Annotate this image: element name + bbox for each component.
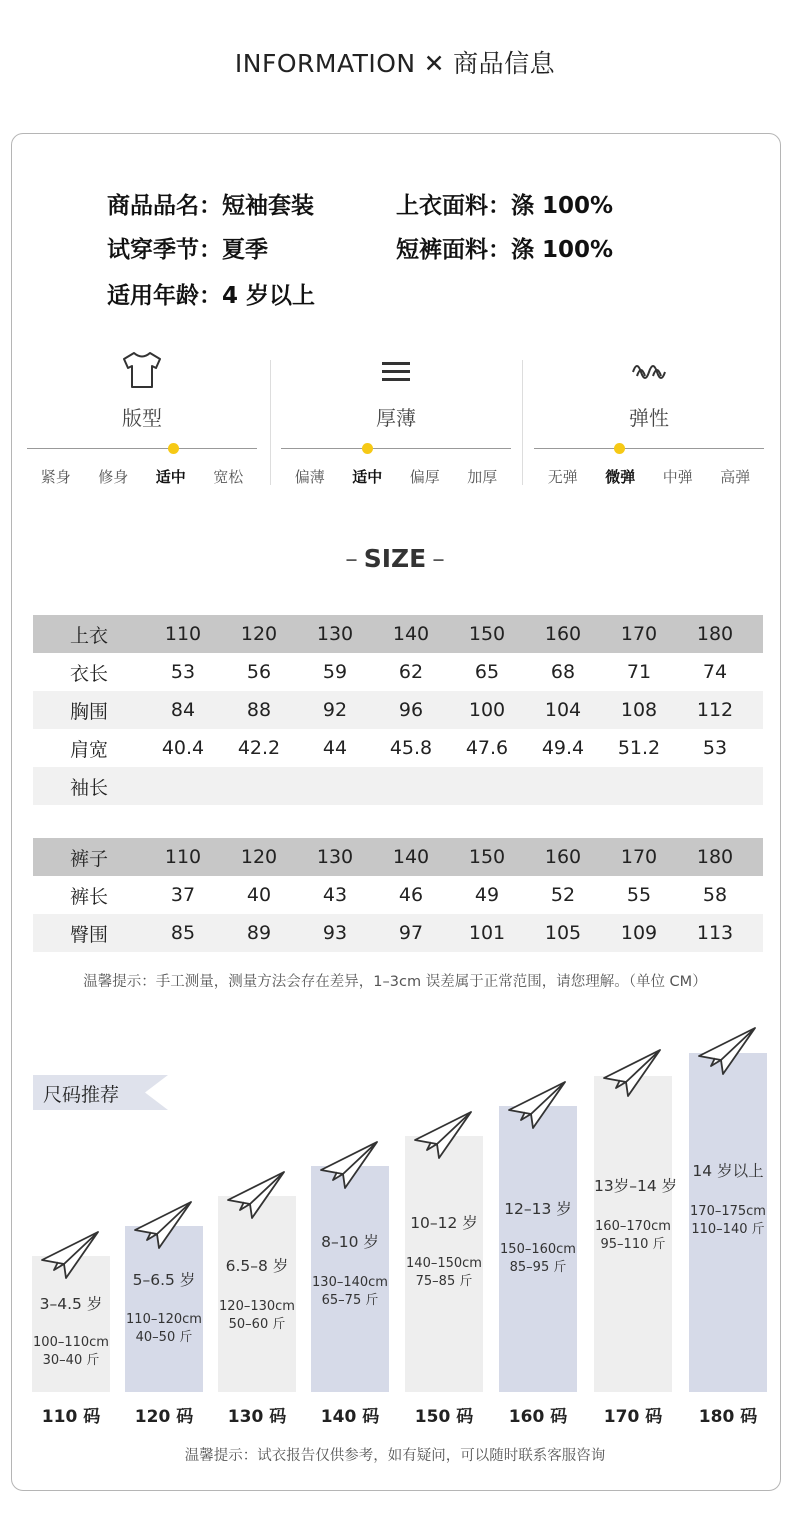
- size-bar-170: [594, 1076, 678, 1392]
- bar-weight: 110–140 斤: [691, 1222, 765, 1237]
- attr-fit-scale: [27, 448, 257, 449]
- table-cell: 肩宽: [69, 738, 108, 761]
- paper-plane-icon: [40, 1230, 102, 1280]
- info-season-value: 夏季: [222, 237, 268, 263]
- table-cell: 120: [240, 846, 278, 868]
- table-cell: 55: [626, 884, 652, 906]
- table-cell: 裤子: [69, 847, 108, 870]
- table-cell: 104: [544, 699, 582, 721]
- table-cell: 109: [620, 922, 658, 944]
- info-age-row: [107, 277, 315, 313]
- attr-thickness-label: 厚薄: [376, 406, 416, 430]
- table-cell: 42.2: [237, 737, 281, 759]
- elasticity-option: 中弹: [662, 468, 693, 486]
- tshirt-icon: [27, 350, 257, 394]
- table-cell: 97: [398, 922, 424, 944]
- fit-option: 紧身: [40, 468, 71, 486]
- table-cell: 65: [474, 661, 500, 683]
- table-cell: 47.6: [465, 737, 509, 759]
- fitting-note: 温馨提示：试衣报告仅供参考，如有疑问，可以随时联系客服咨询: [184, 1448, 606, 1464]
- table-cell: 101: [468, 922, 506, 944]
- attr-divider: [270, 360, 271, 485]
- paper-plane-icon: [226, 1170, 288, 1220]
- attr-elasticity-options: [534, 466, 764, 487]
- table-cell: 74: [702, 661, 728, 683]
- table-cell: 臀围: [69, 923, 108, 946]
- paper-plane-icon: [697, 1026, 759, 1076]
- bar-weight: 65–75 斤: [321, 1293, 379, 1308]
- info-shorts-fabric-label: 短裤面料：: [396, 237, 511, 263]
- size-bar-130: [218, 1196, 296, 1392]
- paper-plane-icon: [602, 1048, 664, 1098]
- table-cell: 170: [620, 846, 658, 868]
- table-cell: 113: [696, 922, 734, 944]
- table-cell: 43: [322, 884, 348, 906]
- thickness-option: 偏薄: [294, 468, 325, 486]
- attr-fit-options: [27, 466, 257, 487]
- table-cell: 160: [544, 623, 582, 645]
- top-table-header: [33, 615, 763, 653]
- table-cell: 89: [246, 922, 272, 944]
- top-size-table: [33, 615, 763, 805]
- attr-elasticity: [534, 350, 764, 490]
- table-cell: 53: [702, 737, 728, 759]
- table-cell: 胸围: [69, 700, 108, 723]
- info-shorts-fabric-value: 涤 100%: [511, 237, 614, 263]
- size-title-dash: –: [432, 544, 445, 573]
- size-bar-160: [499, 1106, 577, 1392]
- header-title-cn: 商品信息: [453, 49, 556, 78]
- size-bar-140: [311, 1166, 389, 1392]
- size-code: 170 码: [603, 1407, 663, 1427]
- table-cell: 40.4: [161, 737, 205, 759]
- thickness-lines-icon: [281, 350, 511, 394]
- bar-age: 12–13 岁: [504, 1200, 572, 1218]
- bar-weight: 75–85 斤: [415, 1274, 473, 1289]
- info-name-value: 短袖套装: [222, 193, 314, 219]
- bar-age: 8–10 岁: [321, 1233, 379, 1251]
- attr-elasticity-scale: [534, 448, 764, 449]
- table-cell: 96: [398, 699, 424, 721]
- elasticity-option: 无弹: [547, 468, 578, 486]
- attr-divider: [522, 360, 523, 485]
- table-cell: 59: [322, 661, 348, 683]
- table-cell: 71: [626, 661, 652, 683]
- size-recommend-label: 尺码推荐: [43, 1084, 120, 1106]
- table-cell: 120: [240, 623, 278, 645]
- table-cell: 裤长: [69, 885, 108, 908]
- info-name-row: [107, 187, 314, 223]
- table-cell: 105: [544, 922, 582, 944]
- table-cell: 160: [544, 846, 582, 868]
- bar-height: 170–175cm: [690, 1204, 766, 1219]
- bar-age: 10–12 岁: [410, 1214, 478, 1232]
- size-code: 150 码: [414, 1407, 474, 1427]
- paper-plane-icon: [507, 1080, 569, 1130]
- bar-height: 100–110cm: [33, 1335, 109, 1350]
- table-cell: 58: [702, 884, 728, 906]
- thickness-option: 偏厚: [409, 468, 440, 486]
- bar-weight: 30–40 斤: [42, 1353, 100, 1368]
- table-row: [33, 767, 763, 805]
- bar-height: 140–150cm: [406, 1256, 482, 1271]
- table-cell: 88: [246, 699, 272, 721]
- elastic-wave-icon: [534, 350, 764, 394]
- size-bar-120: [125, 1226, 203, 1392]
- info-top-fabric-value: 涤 100%: [511, 193, 614, 219]
- attr-thickness-indicator: [362, 443, 373, 454]
- attr-fit-indicator: [168, 443, 179, 454]
- size-bar-180: [689, 1053, 767, 1392]
- bar-weight: 95–110 斤: [600, 1237, 666, 1252]
- bar-age: 14 岁以上: [692, 1162, 764, 1180]
- table-cell: 56: [246, 661, 272, 683]
- attr-thickness-options: [281, 466, 511, 487]
- pants-size-table: [33, 838, 763, 952]
- table-cell: 85: [170, 922, 196, 944]
- table-row: [33, 914, 763, 952]
- table-cell: 110: [164, 846, 202, 868]
- attr-thickness-scale: [281, 448, 511, 449]
- attr-fit-label: 版型: [122, 406, 162, 430]
- size-code: 180 码: [698, 1407, 758, 1427]
- paper-plane-icon: [413, 1110, 475, 1160]
- table-cell: 上衣: [69, 624, 108, 647]
- table-cell: 45.8: [389, 737, 433, 759]
- elasticity-option-selected: 微弹: [605, 468, 636, 486]
- table-cell: 100: [468, 699, 506, 721]
- size-recommend-tag: [33, 1075, 168, 1110]
- header-separator: ✕: [423, 49, 446, 78]
- table-cell: 130: [316, 846, 354, 868]
- table-row: [33, 876, 763, 914]
- table-row: [33, 691, 763, 729]
- bar-height: 130–140cm: [312, 1275, 388, 1290]
- table-cell: 92: [322, 699, 348, 721]
- table-row: [33, 729, 763, 767]
- thickness-option: 加厚: [467, 468, 498, 486]
- table-cell: 52: [550, 884, 576, 906]
- table-cell: 140: [392, 846, 430, 868]
- elasticity-option: 高弹: [720, 468, 751, 486]
- table-cell: 37: [170, 884, 196, 906]
- table-cell: 150: [468, 846, 506, 868]
- pants-table-header: [33, 838, 763, 876]
- bar-weight: 85–95 斤: [509, 1260, 567, 1275]
- fit-option: 修身: [98, 468, 129, 486]
- table-cell: 44: [322, 737, 348, 759]
- paper-plane-icon: [133, 1200, 195, 1250]
- size-code: 120 码: [134, 1407, 194, 1427]
- thickness-option-selected: 适中: [352, 468, 383, 486]
- size-code: 110 码: [41, 1407, 101, 1427]
- paper-plane-icon: [319, 1140, 381, 1190]
- bar-weight: 50–60 斤: [228, 1317, 286, 1332]
- table-cell: 110: [164, 623, 202, 645]
- info-season-label: 试穿季节：: [107, 237, 222, 263]
- fit-option: 宽松: [213, 468, 244, 486]
- table-cell: 袖长: [69, 776, 108, 799]
- info-age-label: 适用年龄：: [107, 283, 222, 309]
- table-cell: 140: [392, 623, 430, 645]
- bar-height: 160–170cm: [595, 1219, 671, 1234]
- table-cell: 84: [170, 699, 196, 721]
- size-title-dash: –: [345, 544, 358, 573]
- table-cell: 150: [468, 623, 506, 645]
- info-name-label: 商品品名：: [107, 193, 222, 219]
- info-top-fabric-row: [396, 187, 613, 223]
- info-shorts-fabric-row: [396, 231, 613, 267]
- table-cell: 53: [170, 661, 196, 683]
- size-bar-150: [405, 1136, 483, 1392]
- bar-age: 6.5–8 岁: [225, 1257, 289, 1275]
- bar-height: 120–130cm: [219, 1299, 295, 1314]
- table-cell: 170: [620, 623, 658, 645]
- table-cell: 51.2: [617, 737, 661, 759]
- info-age-value: 4 岁以上: [222, 283, 316, 309]
- bar-height: 110–120cm: [126, 1312, 202, 1327]
- page-header: [0, 44, 790, 80]
- info-season-row: [107, 231, 268, 267]
- bar-height: 150–160cm: [500, 1242, 576, 1257]
- table-cell: 180: [696, 846, 734, 868]
- attr-fit: [27, 350, 257, 490]
- table-cell: 180: [696, 623, 734, 645]
- size-section-title: [0, 544, 790, 573]
- size-code: 130 码: [227, 1407, 287, 1427]
- fit-option-selected: 适中: [155, 468, 186, 486]
- attr-elasticity-indicator: [614, 443, 625, 454]
- table-cell: 108: [620, 699, 658, 721]
- table-cell: 49.4: [541, 737, 585, 759]
- measurement-note: 温馨提示：手工测量，测量方法会存在差异，1–3cm 误差属于正常范围，请您理解。（单位 CM）: [83, 974, 707, 990]
- bar-age: 3–4.5 岁: [39, 1295, 103, 1313]
- size-code: 140 码: [320, 1407, 380, 1427]
- table-cell: 衣长: [69, 662, 108, 685]
- bar-age: 5–6.5 岁: [132, 1271, 196, 1289]
- table-cell: 112: [696, 699, 734, 721]
- table-row: [33, 653, 763, 691]
- bar-age: 13岁–14 岁: [594, 1177, 678, 1195]
- table-cell: 130: [316, 623, 354, 645]
- attr-elasticity-label: 弹性: [629, 406, 669, 430]
- table-cell: 68: [550, 661, 576, 683]
- header-title-en: INFORMATION: [234, 49, 416, 78]
- info-top-fabric-label: 上衣面料：: [396, 193, 511, 219]
- table-cell: 40: [246, 884, 272, 906]
- table-cell: 62: [398, 661, 424, 683]
- size-title-text: SIZE: [363, 544, 427, 573]
- attr-thickness: [281, 350, 511, 490]
- table-cell: 49: [474, 884, 500, 906]
- size-code: 160 码: [508, 1407, 568, 1427]
- table-cell: 46: [398, 884, 424, 906]
- bar-weight: 40–50 斤: [135, 1330, 193, 1345]
- table-cell: 93: [322, 922, 348, 944]
